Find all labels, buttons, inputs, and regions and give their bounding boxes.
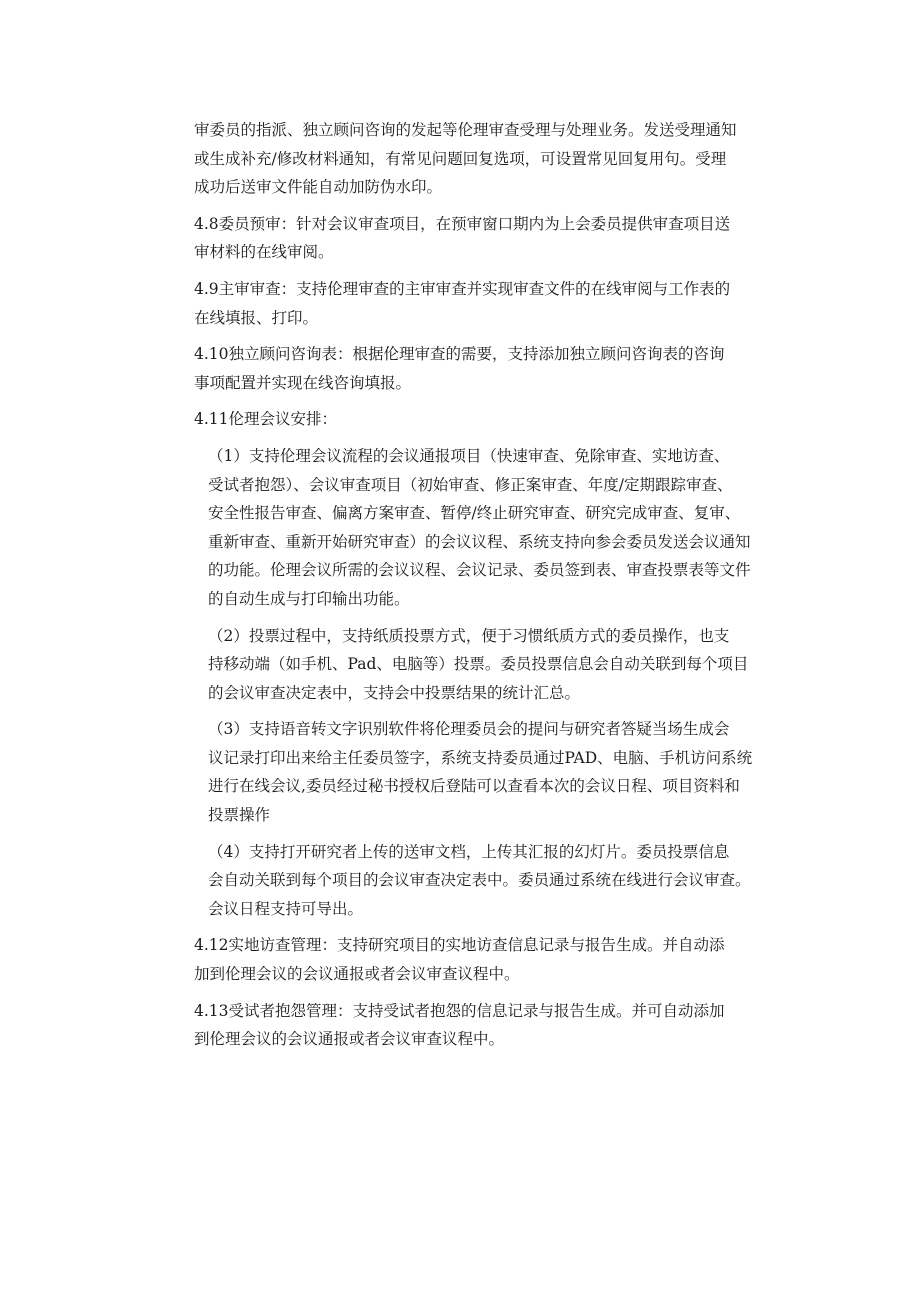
paragraph-p-4-9 — [194, 275, 784, 332]
text-line: 加到伦理会议的会议通报或者会议审查议程中。 — [194, 965, 520, 984]
text-line: 审材料的在线审阅。 — [194, 243, 334, 262]
text-line: 4.8委员预审：针对会议审查项目，在预审窗口期内为上会委员提供审查项目送 — [194, 214, 731, 233]
paragraph-p-4-8 — [194, 210, 784, 267]
text-line: 4.10独立顾问咨询表：根据伦理审查的需要，支持添加独立顾问咨询表的咨询 — [194, 345, 725, 364]
text-line: 持移动端（如手机、Pad、电脑等）投票。委员投票信息会自动关联到每个项目 — [208, 655, 749, 674]
text-line: 或生成补充/修改材料通知，有常见问题回复选项，可设置常见回复用句。受理 — [194, 149, 727, 168]
paragraph-p-intro — [194, 116, 784, 202]
text-line: 4.9主审审查：支持伦理审查的主审审查并实现审查文件的在线审阅与工作表的 — [194, 279, 731, 298]
text-line: 审委员的指派、独立顾问咨询的发起等伦理审查受理与处理业务。发送受理通知 — [194, 121, 737, 139]
text-line: 进行在线会议,委员经过秘书授权后登陆可以查看本次的会议日程、项目资料和 — [208, 777, 740, 796]
paragraph-p-4-12 — [194, 931, 784, 988]
text-line: 会议日程支持可导出。 — [208, 899, 364, 918]
text-line: （3）支持语音转文字识别软件将伦理委员会的提问与研究者答疑当场生成会 — [208, 720, 730, 739]
paragraph-p-4-11-3 — [194, 715, 784, 829]
text-line: 重新审查、重新开始研究审查）的会议议程、系统支持向参会委员发送会议通知 — [208, 532, 751, 551]
text-line: 安全性报告审查、偏离方案审查、暂停/终止研究审查、研究完成审查、复审、 — [208, 504, 741, 523]
paragraph-p-4-13 — [194, 997, 784, 1054]
text-line: （2）投票过程中，支持纸质投票方式，便于习惯纸质方式的委员操作，也支 — [208, 626, 730, 645]
paragraph-p-4-11-4 — [194, 838, 784, 924]
text-line: 到伦理会议的会议通报或者会议审查议程中。 — [194, 1030, 505, 1049]
document-body — [194, 116, 784, 1062]
text-line: （1）支持伦理会议流程的会议通报项目（快速审查、免除审查、实地访查、 — [208, 446, 730, 465]
text-line: 成功后送审文件能自动加防伪水印。 — [194, 178, 443, 197]
text-line: 的会议审查决定表中，支持会中投票结果的统计汇总。 — [208, 683, 581, 702]
text-line: 投票操作 — [208, 806, 271, 825]
paragraph-p-4-10 — [194, 340, 784, 397]
text-line: 受试者抱怨）、会议审查项目（初始审查、修正案审查、年度/定期跟踪审查、 — [208, 475, 733, 494]
text-line: 的功能。伦理会议所需的会议议程、会议记录、委员签到表、审查投票表等文件 — [208, 561, 751, 580]
text-line: 4.13受试者抱怨管理：支持受试者抱怨的信息记录与报告生成。并可自动添加 — [194, 1001, 725, 1020]
paragraph-p-4-11 — [194, 405, 784, 434]
text-line: 4.12实地访查管理：支持研究项目的实地访查信息记录与报告生成。并自动添 — [194, 936, 725, 955]
text-line: 4.11伦理会议安排： — [194, 410, 338, 429]
text-line: 事项配置并实现在线咨询填报。 — [194, 373, 412, 392]
text-line: 在线填报、打印。 — [194, 308, 319, 327]
paragraph-p-4-11-1 — [194, 442, 784, 614]
text-line: （4）支持打开研究者上传的送审文档，上传其汇报的幻灯片。委员投票信息 — [208, 842, 730, 861]
paragraph-p-4-11-2 — [194, 622, 784, 708]
text-line: 的自动生成与打印输出功能。 — [208, 589, 410, 608]
text-line: 会自动关联到每个项目的会议审查决定表中。委员通过系统在线进行会议审查。 — [208, 871, 751, 890]
text-line: 议记录打印出来给主任委员签字，系统支持委员通过PAD、电脑、手机访问系统 — [208, 748, 753, 767]
